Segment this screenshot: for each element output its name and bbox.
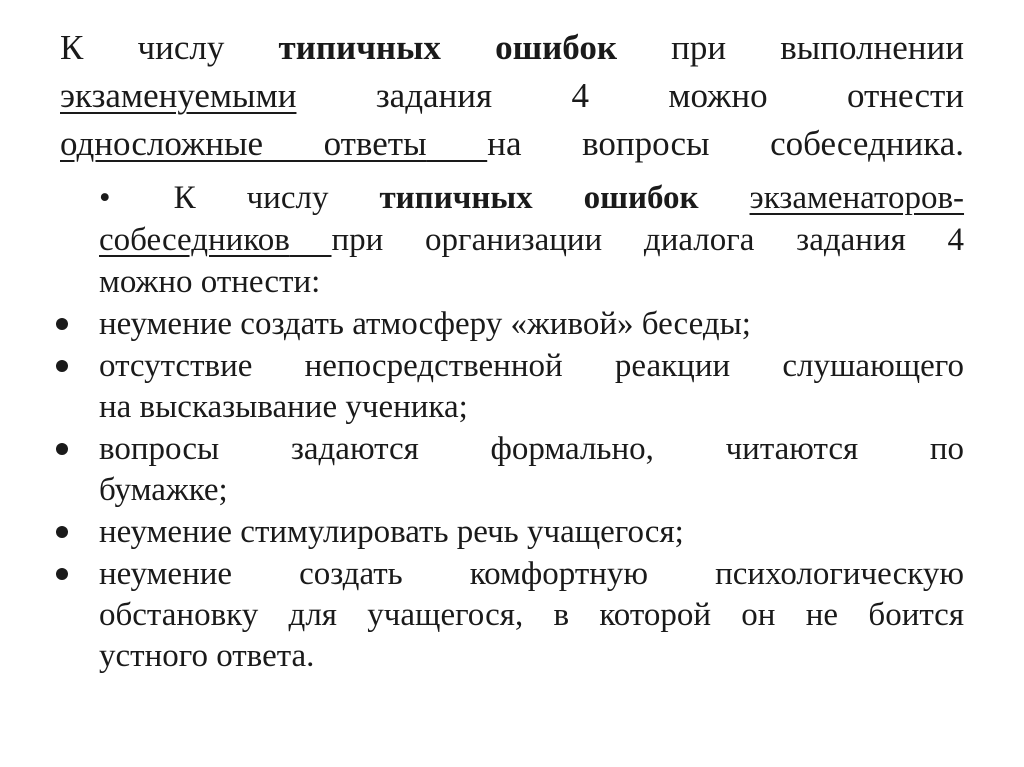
intro-line-1 [60,24,964,72]
list-item-line: вопросы задаются формально, читаются по [99,431,964,467]
error-list [56,304,964,678]
intro-text: К числу [60,28,225,67]
underline-spacer [427,124,488,163]
intro-text: задания 4 можно отнести [375,76,965,115]
list-item [56,554,964,677]
examiner-line-2 [99,219,964,261]
examiner-line-1 [99,177,964,219]
intro-underlined-word: экзаменуемыми [60,76,297,115]
list-item [56,429,964,511]
intro-paragraph [60,24,964,168]
intro-line-2 [60,72,964,120]
examiner-underlined-word: экзаменаторов- [749,180,965,216]
examiner-text: при организации диалога задания 4 [331,222,964,258]
list-item-line: неумение стимулировать речь учащегося; [99,514,684,550]
list-item-line: обстановку для учащегося, в которой он не боится [99,597,964,633]
bullet-dot-icon [56,318,68,330]
list-item-line: неумение создать атмосферу «живой» беседы; [99,306,751,342]
bullet-dot-icon [56,568,68,580]
bullet-dot-icon [56,360,68,372]
list-item-line: отсутствие непосредственной реакции слушающего [99,348,964,384]
examiner-underlined-word: собеседников [99,222,290,258]
intro-text: на вопросы собеседника. [487,124,964,163]
bullet-dot-icon [56,526,68,538]
list-item-line: бумажке; [99,472,228,508]
underline-spacer [290,222,332,258]
list-item [56,304,964,345]
examiner-line-3: можно отнести: [99,264,321,300]
intro-text: при выполнении [671,28,965,67]
examiner-text: К числу [173,180,329,216]
bullet-dot-icon [56,443,68,455]
intro-bold-phrase: типичных ошибок [278,28,617,67]
bullet-icon: • [99,180,111,216]
list-item-line: устного ответа. [99,638,315,674]
list-item [56,346,964,428]
list-item [56,512,964,553]
examiner-paragraph [99,177,964,303]
intro-line-3 [60,120,964,168]
intro-underlined-phrase: односложные ответы [60,124,427,163]
list-item-line: на высказывание ученика; [99,389,468,425]
list-item-line: неумение создать комфортную психологическую [99,556,964,592]
examiner-bold-phrase: типичных ошибок [379,180,699,216]
